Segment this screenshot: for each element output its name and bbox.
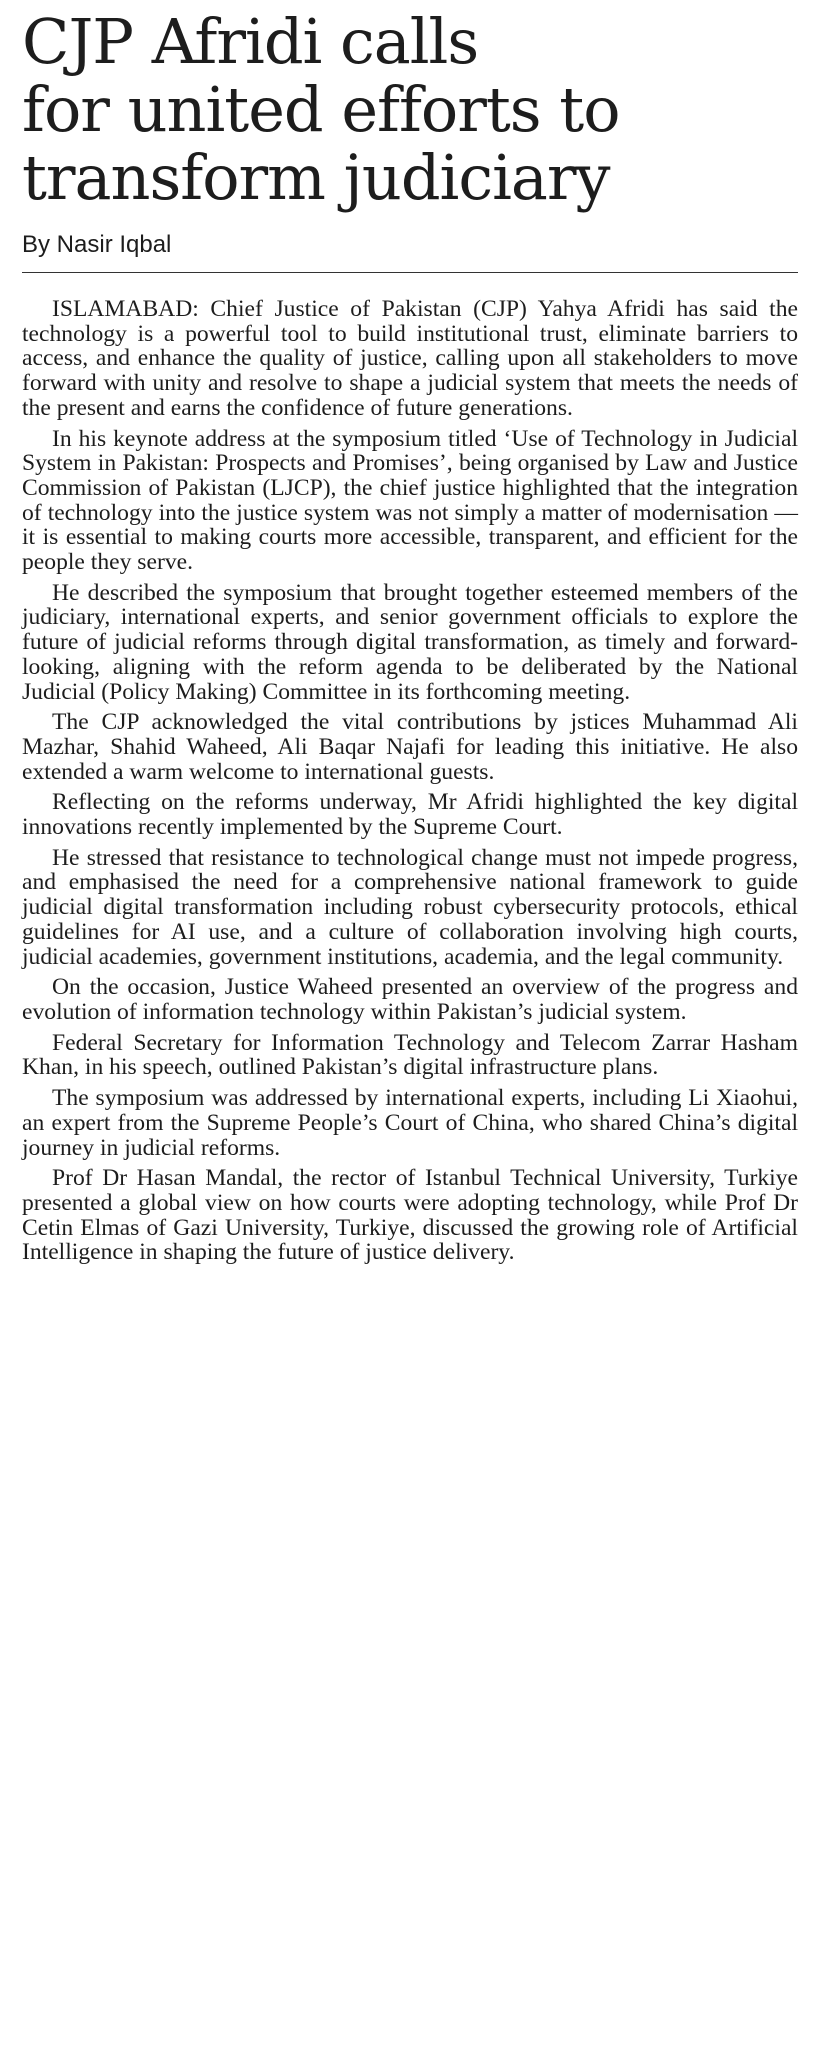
news-article [22, 5, 798, 1271]
paragraph: Reflecting on the reforms underway, Mr Afridi highlighted the key digital innovations recently implemented by the Supreme Court. [22, 789, 798, 841]
headline-line-3: transform judiciary [22, 141, 610, 214]
paragraph: On the occasion, Justice Waheed presented an overview of the progress and evolution of information technology within Pakistan’s judicial system. [22, 974, 798, 1025]
paragraph: The symposium was addressed by international experts, including Li Xiaohui, an expert from the Supreme People’s Court of China, who shared China’s digital journey in judicial reforms. [22, 1085, 798, 1161]
paragraph: ISLAMABAD: Chief Justice of Pakistan (CJP) Yahya Afridi has said the technology is a powerful tool to build institutional trust, eliminate barriers to access, and enhance the quality of justice, calling upon all stakeholders to move forward with unity and resolve to shape a judicial system that meets the needs of the present and earns the confidence of future generations. [22, 296, 798, 421]
paragraph: Federal Secretary for Information Technology and Telecom Zarrar Hasham Khan, in his speech, outlined Pakistan’s digital infrastructure plans. [22, 1029, 798, 1081]
paragraph: He described the symposium that brought together esteemed members of the judiciary, international experts, and senior government officials to explore the future of judicial reforms through digital transformation, as timely and forward-looking, aligning with the reform agenda to be deliberated by the National Judicial (Policy Making) Committee in its forthcoming meeting. [22, 579, 798, 705]
paragraph: Prof Dr Hasan Mandal, the rector of Istanbul Technical University, Turkiye presented a global view on how courts were adopting technology, while Prof Dr Cetin Elmas of Gazi University, Turkiye, discussed the growing role of Artificial Intelligence in shaping the future of justice delivery. [22, 1165, 798, 1266]
paragraph: He stressed that resistance to technological change must not impede progress, and emphasised the need for a comprehensive national framework to guide judicial digital transformation including robust cybersecurity protocols, ethical guidelines for AI use, and a culture of collaboration involving high courts, judicial academies, government institutions, academia, and the legal community. [22, 844, 798, 970]
headline-line-2: for united efforts to [22, 73, 620, 146]
article-body [22, 297, 798, 1265]
headline-line-1: CJP Afridi calls [22, 5, 479, 78]
paragraph: In his keynote address at the symposium titled ‘Use of Technology in Judicial System in Pakistan: Prospects and Promises’, being organised by Law and Justice Commission of Pakistan (LJCP), the chief justice highlighted that the integration of technology into the justice system was not simply a matter of modernisation — it is essential to making courts more accessible, transparent, and efficient for the people they serve. [22, 425, 798, 576]
headline [22, 5, 798, 214]
paragraph: The CJP acknowledged the vital contributions by jstices Muhammad Ali Mazhar, Shahid Waheed, Ali Baqar Najafi for leading this initiative. He also extended a warm welcome to international guests. [22, 709, 798, 785]
byline: By Nasir Iqbal [22, 230, 798, 273]
